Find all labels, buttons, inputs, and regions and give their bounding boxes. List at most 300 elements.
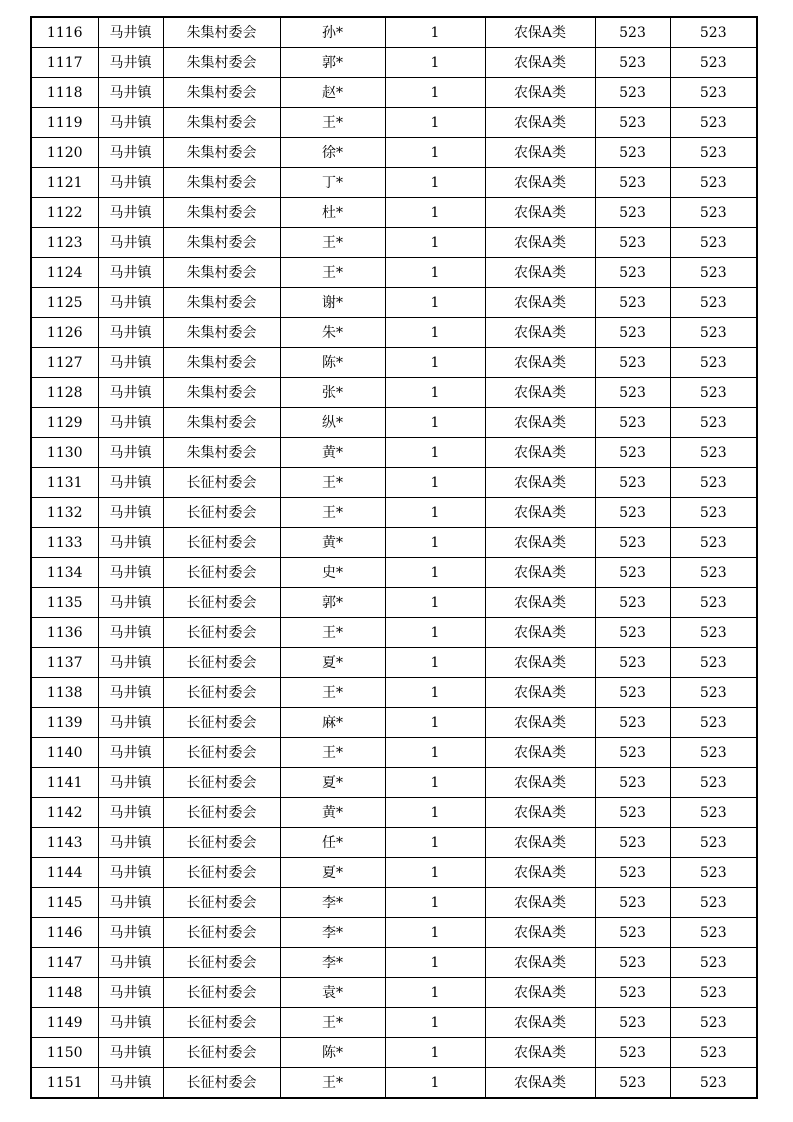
cell-subsidy-amount: 523 [670, 48, 757, 78]
cell-serial-number: 1149 [31, 1008, 98, 1038]
cell-household-count: 1 [385, 768, 485, 798]
table-row [31, 948, 757, 978]
cell-serial-number: 1143 [31, 828, 98, 858]
table-row [31, 558, 757, 588]
cell-subsidy-amount: 523 [670, 918, 757, 948]
cell-person-name: 袁* [280, 978, 385, 1008]
cell-village-committee: 长征村委会 [163, 648, 280, 678]
table-row [31, 468, 757, 498]
cell-person-name: 朱* [280, 318, 385, 348]
cell-insurance-category: 农保A类 [485, 678, 595, 708]
cell-insurance-category: 农保A类 [485, 78, 595, 108]
cell-town: 马井镇 [98, 528, 163, 558]
cell-insurance-category: 农保A类 [485, 17, 595, 48]
cell-insurance-category: 农保A类 [485, 738, 595, 768]
cell-person-name: 王* [280, 228, 385, 258]
cell-village-committee: 长征村委会 [163, 498, 280, 528]
cell-household-count: 1 [385, 168, 485, 198]
cell-town: 马井镇 [98, 768, 163, 798]
table-row [31, 498, 757, 528]
cell-serial-number: 1122 [31, 198, 98, 228]
table-row [31, 348, 757, 378]
cell-subsidy-amount: 523 [670, 228, 757, 258]
cell-subsidy-standard: 523 [595, 228, 670, 258]
cell-village-committee: 朱集村委会 [163, 438, 280, 468]
cell-subsidy-standard: 523 [595, 17, 670, 48]
cell-village-committee: 朱集村委会 [163, 318, 280, 348]
table-row [31, 168, 757, 198]
cell-person-name: 夏* [280, 648, 385, 678]
cell-village-committee: 长征村委会 [163, 1038, 280, 1068]
cell-subsidy-standard: 523 [595, 618, 670, 648]
cell-serial-number: 1128 [31, 378, 98, 408]
cell-insurance-category: 农保A类 [485, 258, 595, 288]
cell-subsidy-amount: 523 [670, 738, 757, 768]
cell-subsidy-standard: 523 [595, 48, 670, 78]
cell-subsidy-standard: 523 [595, 648, 670, 678]
cell-subsidy-standard: 523 [595, 678, 670, 708]
table-row [31, 918, 757, 948]
cell-subsidy-standard: 523 [595, 468, 670, 498]
cell-serial-number: 1138 [31, 678, 98, 708]
cell-subsidy-standard: 523 [595, 1008, 670, 1038]
cell-subsidy-standard: 523 [595, 1068, 670, 1099]
cell-subsidy-amount: 523 [670, 1038, 757, 1068]
cell-village-committee: 长征村委会 [163, 888, 280, 918]
cell-village-committee: 朱集村委会 [163, 108, 280, 138]
cell-person-name: 黄* [280, 528, 385, 558]
table-row [31, 618, 757, 648]
cell-serial-number: 1148 [31, 978, 98, 1008]
cell-person-name: 史* [280, 558, 385, 588]
cell-person-name: 郭* [280, 588, 385, 618]
cell-subsidy-standard: 523 [595, 288, 670, 318]
cell-town: 马井镇 [98, 288, 163, 318]
cell-town: 马井镇 [98, 498, 163, 528]
cell-village-committee: 长征村委会 [163, 1008, 280, 1038]
cell-subsidy-amount: 523 [670, 828, 757, 858]
cell-subsidy-standard: 523 [595, 948, 670, 978]
cell-insurance-category: 农保A类 [485, 228, 595, 258]
cell-household-count: 1 [385, 588, 485, 618]
cell-subsidy-standard: 523 [595, 828, 670, 858]
cell-person-name: 王* [280, 678, 385, 708]
cell-serial-number: 1129 [31, 408, 98, 438]
cell-serial-number: 1136 [31, 618, 98, 648]
cell-town: 马井镇 [98, 48, 163, 78]
cell-insurance-category: 农保A类 [485, 468, 595, 498]
table-row [31, 528, 757, 558]
cell-insurance-category: 农保A类 [485, 348, 595, 378]
cell-village-committee: 长征村委会 [163, 678, 280, 708]
cell-household-count: 1 [385, 498, 485, 528]
cell-person-name: 李* [280, 888, 385, 918]
cell-insurance-category: 农保A类 [485, 1008, 595, 1038]
cell-person-name: 麻* [280, 708, 385, 738]
cell-town: 马井镇 [98, 948, 163, 978]
table-row [31, 198, 757, 228]
cell-village-committee: 朱集村委会 [163, 78, 280, 108]
table-row [31, 978, 757, 1008]
cell-serial-number: 1124 [31, 258, 98, 288]
cell-household-count: 1 [385, 198, 485, 228]
table-row [31, 228, 757, 258]
cell-town: 马井镇 [98, 318, 163, 348]
cell-person-name: 纵* [280, 408, 385, 438]
cell-serial-number: 1117 [31, 48, 98, 78]
cell-household-count: 1 [385, 1068, 485, 1099]
cell-insurance-category: 农保A类 [485, 438, 595, 468]
cell-subsidy-amount: 523 [670, 78, 757, 108]
cell-town: 马井镇 [98, 438, 163, 468]
cell-subsidy-amount: 523 [670, 588, 757, 618]
cell-household-count: 1 [385, 948, 485, 978]
table-row [31, 258, 757, 288]
cell-person-name: 陈* [280, 1038, 385, 1068]
cell-household-count: 1 [385, 348, 485, 378]
cell-person-name: 王* [280, 738, 385, 768]
cell-household-count: 1 [385, 17, 485, 48]
cell-household-count: 1 [385, 48, 485, 78]
cell-subsidy-amount: 523 [670, 288, 757, 318]
cell-household-count: 1 [385, 648, 485, 678]
cell-person-name: 徐* [280, 138, 385, 168]
cell-serial-number: 1150 [31, 1038, 98, 1068]
cell-village-committee: 长征村委会 [163, 558, 280, 588]
cell-subsidy-amount: 523 [670, 468, 757, 498]
cell-village-committee: 长征村委会 [163, 588, 280, 618]
cell-town: 马井镇 [98, 378, 163, 408]
cell-village-committee: 长征村委会 [163, 738, 280, 768]
cell-serial-number: 1120 [31, 138, 98, 168]
cell-household-count: 1 [385, 258, 485, 288]
cell-subsidy-standard: 523 [595, 498, 670, 528]
cell-town: 马井镇 [98, 108, 163, 138]
cell-person-name: 王* [280, 618, 385, 648]
cell-insurance-category: 农保A类 [485, 138, 595, 168]
cell-serial-number: 1139 [31, 708, 98, 738]
cell-town: 马井镇 [98, 78, 163, 108]
table-body [31, 17, 757, 1098]
cell-village-committee: 长征村委会 [163, 918, 280, 948]
cell-town: 马井镇 [98, 918, 163, 948]
table-row [31, 678, 757, 708]
cell-subsidy-standard: 523 [595, 888, 670, 918]
cell-serial-number: 1131 [31, 468, 98, 498]
cell-serial-number: 1135 [31, 588, 98, 618]
cell-person-name: 王* [280, 1008, 385, 1038]
cell-town: 马井镇 [98, 828, 163, 858]
cell-household-count: 1 [385, 678, 485, 708]
cell-town: 马井镇 [98, 1068, 163, 1099]
cell-insurance-category: 农保A类 [485, 378, 595, 408]
cell-household-count: 1 [385, 468, 485, 498]
cell-town: 马井镇 [98, 588, 163, 618]
cell-insurance-category: 农保A类 [485, 288, 595, 318]
cell-serial-number: 1144 [31, 858, 98, 888]
cell-insurance-category: 农保A类 [485, 618, 595, 648]
cell-village-committee: 长征村委会 [163, 798, 280, 828]
cell-town: 马井镇 [98, 708, 163, 738]
cell-subsidy-standard: 523 [595, 198, 670, 228]
cell-village-committee: 朱集村委会 [163, 48, 280, 78]
cell-insurance-category: 农保A类 [485, 318, 595, 348]
cell-subsidy-amount: 523 [670, 17, 757, 48]
cell-subsidy-amount: 523 [670, 1008, 757, 1038]
cell-household-count: 1 [385, 78, 485, 108]
cell-insurance-category: 农保A类 [485, 648, 595, 678]
table-row [31, 438, 757, 468]
table-row [31, 768, 757, 798]
cell-person-name: 夏* [280, 858, 385, 888]
cell-serial-number: 1142 [31, 798, 98, 828]
cell-person-name: 杜* [280, 198, 385, 228]
cell-town: 马井镇 [98, 17, 163, 48]
table-row [31, 648, 757, 678]
cell-insurance-category: 农保A类 [485, 918, 595, 948]
cell-person-name: 谢* [280, 288, 385, 318]
table-row [31, 1038, 757, 1068]
cell-serial-number: 1146 [31, 918, 98, 948]
cell-subsidy-standard: 523 [595, 138, 670, 168]
cell-subsidy-standard: 523 [595, 858, 670, 888]
cell-household-count: 1 [385, 828, 485, 858]
cell-village-committee: 朱集村委会 [163, 228, 280, 258]
table-row [31, 408, 757, 438]
cell-subsidy-amount: 523 [670, 498, 757, 528]
cell-insurance-category: 农保A类 [485, 858, 595, 888]
table-row [31, 108, 757, 138]
cell-person-name: 王* [280, 1068, 385, 1099]
table-row [31, 798, 757, 828]
cell-household-count: 1 [385, 528, 485, 558]
cell-insurance-category: 农保A类 [485, 888, 595, 918]
cell-insurance-category: 农保A类 [485, 408, 595, 438]
cell-insurance-category: 农保A类 [485, 528, 595, 558]
table-row [31, 318, 757, 348]
cell-subsidy-standard: 523 [595, 978, 670, 1008]
cell-village-committee: 朱集村委会 [163, 168, 280, 198]
cell-insurance-category: 农保A类 [485, 828, 595, 858]
cell-person-name: 王* [280, 498, 385, 528]
cell-subsidy-standard: 523 [595, 408, 670, 438]
cell-subsidy-standard: 523 [595, 318, 670, 348]
table-row [31, 738, 757, 768]
cell-town: 马井镇 [98, 1008, 163, 1038]
cell-subsidy-amount: 523 [670, 258, 757, 288]
cell-serial-number: 1151 [31, 1068, 98, 1099]
table-row [31, 288, 757, 318]
cell-household-count: 1 [385, 438, 485, 468]
cell-village-committee: 长征村委会 [163, 768, 280, 798]
cell-person-name: 孙* [280, 17, 385, 48]
cell-town: 马井镇 [98, 198, 163, 228]
cell-serial-number: 1127 [31, 348, 98, 378]
cell-subsidy-standard: 523 [595, 438, 670, 468]
cell-village-committee: 长征村委会 [163, 708, 280, 738]
cell-village-committee: 朱集村委会 [163, 288, 280, 318]
cell-household-count: 1 [385, 228, 485, 258]
cell-household-count: 1 [385, 558, 485, 588]
cell-subsidy-standard: 523 [595, 918, 670, 948]
table-row [31, 828, 757, 858]
table-row [31, 858, 757, 888]
cell-insurance-category: 农保A类 [485, 1068, 595, 1099]
cell-subsidy-amount: 523 [670, 708, 757, 738]
cell-subsidy-amount: 523 [670, 318, 757, 348]
cell-subsidy-amount: 523 [670, 108, 757, 138]
cell-household-count: 1 [385, 318, 485, 348]
cell-person-name: 陈* [280, 348, 385, 378]
cell-subsidy-amount: 523 [670, 138, 757, 168]
cell-subsidy-amount: 523 [670, 1068, 757, 1099]
table-row [31, 48, 757, 78]
cell-subsidy-amount: 523 [670, 558, 757, 588]
cell-household-count: 1 [385, 858, 485, 888]
cell-town: 马井镇 [98, 678, 163, 708]
cell-town: 马井镇 [98, 798, 163, 828]
cell-village-committee: 朱集村委会 [163, 378, 280, 408]
cell-serial-number: 1123 [31, 228, 98, 258]
cell-serial-number: 1116 [31, 17, 98, 48]
cell-person-name: 王* [280, 468, 385, 498]
cell-village-committee: 长征村委会 [163, 978, 280, 1008]
cell-person-name: 赵* [280, 78, 385, 108]
cell-subsidy-amount: 523 [670, 348, 757, 378]
cell-household-count: 1 [385, 888, 485, 918]
cell-subsidy-standard: 523 [595, 558, 670, 588]
cell-insurance-category: 农保A类 [485, 798, 595, 828]
cell-village-committee: 朱集村委会 [163, 17, 280, 48]
cell-village-committee: 朱集村委会 [163, 258, 280, 288]
cell-serial-number: 1125 [31, 288, 98, 318]
cell-insurance-category: 农保A类 [485, 948, 595, 978]
cell-subsidy-amount: 523 [670, 678, 757, 708]
cell-insurance-category: 农保A类 [485, 198, 595, 228]
cell-subsidy-amount: 523 [670, 888, 757, 918]
table-row [31, 888, 757, 918]
cell-subsidy-standard: 523 [595, 798, 670, 828]
cell-person-name: 夏* [280, 768, 385, 798]
cell-subsidy-amount: 523 [670, 798, 757, 828]
cell-subsidy-amount: 523 [670, 168, 757, 198]
cell-subsidy-amount: 523 [670, 528, 757, 558]
cell-village-committee: 长征村委会 [163, 1068, 280, 1099]
cell-household-count: 1 [385, 918, 485, 948]
cell-subsidy-standard: 523 [595, 708, 670, 738]
table-row [31, 708, 757, 738]
cell-serial-number: 1133 [31, 528, 98, 558]
cell-serial-number: 1132 [31, 498, 98, 528]
cell-subsidy-standard: 523 [595, 1038, 670, 1068]
cell-household-count: 1 [385, 288, 485, 318]
cell-serial-number: 1145 [31, 888, 98, 918]
table-row [31, 1068, 757, 1099]
cell-town: 马井镇 [98, 168, 163, 198]
cell-person-name: 任* [280, 828, 385, 858]
cell-village-committee: 长征村委会 [163, 468, 280, 498]
cell-person-name: 黄* [280, 798, 385, 828]
cell-subsidy-standard: 523 [595, 378, 670, 408]
cell-household-count: 1 [385, 618, 485, 648]
cell-household-count: 1 [385, 978, 485, 1008]
cell-insurance-category: 农保A类 [485, 768, 595, 798]
cell-subsidy-standard: 523 [595, 528, 670, 558]
table-row [31, 138, 757, 168]
cell-household-count: 1 [385, 1038, 485, 1068]
cell-person-name: 郭* [280, 48, 385, 78]
cell-town: 马井镇 [98, 228, 163, 258]
cell-subsidy-amount: 523 [670, 768, 757, 798]
cell-household-count: 1 [385, 108, 485, 138]
cell-serial-number: 1134 [31, 558, 98, 588]
cell-household-count: 1 [385, 408, 485, 438]
cell-subsidy-standard: 523 [595, 768, 670, 798]
cell-town: 马井镇 [98, 468, 163, 498]
cell-person-name: 李* [280, 948, 385, 978]
cell-serial-number: 1147 [31, 948, 98, 978]
cell-town: 马井镇 [98, 978, 163, 1008]
cell-village-committee: 朱集村委会 [163, 138, 280, 168]
cell-subsidy-standard: 523 [595, 588, 670, 618]
cell-serial-number: 1137 [31, 648, 98, 678]
table-row [31, 17, 757, 48]
cell-serial-number: 1119 [31, 108, 98, 138]
cell-subsidy-amount: 523 [670, 858, 757, 888]
cell-subsidy-amount: 523 [670, 648, 757, 678]
cell-insurance-category: 农保A类 [485, 108, 595, 138]
cell-town: 马井镇 [98, 558, 163, 588]
cell-serial-number: 1141 [31, 768, 98, 798]
cell-insurance-category: 农保A类 [485, 1038, 595, 1068]
cell-person-name: 黄* [280, 438, 385, 468]
cell-subsidy-standard: 523 [595, 168, 670, 198]
cell-village-committee: 长征村委会 [163, 618, 280, 648]
table-row [31, 78, 757, 108]
cell-subsidy-amount: 523 [670, 978, 757, 1008]
cell-village-committee: 长征村委会 [163, 828, 280, 858]
cell-subsidy-standard: 523 [595, 258, 670, 288]
cell-household-count: 1 [385, 798, 485, 828]
cell-subsidy-amount: 523 [670, 408, 757, 438]
cell-town: 马井镇 [98, 1038, 163, 1068]
cell-town: 马井镇 [98, 858, 163, 888]
cell-household-count: 1 [385, 1008, 485, 1038]
cell-subsidy-standard: 523 [595, 348, 670, 378]
cell-subsidy-amount: 523 [670, 378, 757, 408]
cell-serial-number: 1140 [31, 738, 98, 768]
cell-serial-number: 1121 [31, 168, 98, 198]
cell-village-committee: 朱集村委会 [163, 348, 280, 378]
cell-town: 马井镇 [98, 618, 163, 648]
cell-insurance-category: 农保A类 [485, 558, 595, 588]
table-row [31, 378, 757, 408]
cell-household-count: 1 [385, 138, 485, 168]
cell-household-count: 1 [385, 738, 485, 768]
cell-insurance-category: 农保A类 [485, 978, 595, 1008]
cell-subsidy-amount: 523 [670, 438, 757, 468]
cell-insurance-category: 农保A类 [485, 708, 595, 738]
cell-insurance-category: 农保A类 [485, 48, 595, 78]
cell-household-count: 1 [385, 378, 485, 408]
cell-insurance-category: 农保A类 [485, 168, 595, 198]
cell-town: 马井镇 [98, 138, 163, 168]
cell-town: 马井镇 [98, 408, 163, 438]
cell-person-name: 王* [280, 108, 385, 138]
cell-serial-number: 1126 [31, 318, 98, 348]
cell-subsidy-amount: 523 [670, 618, 757, 648]
cell-village-committee: 朱集村委会 [163, 408, 280, 438]
